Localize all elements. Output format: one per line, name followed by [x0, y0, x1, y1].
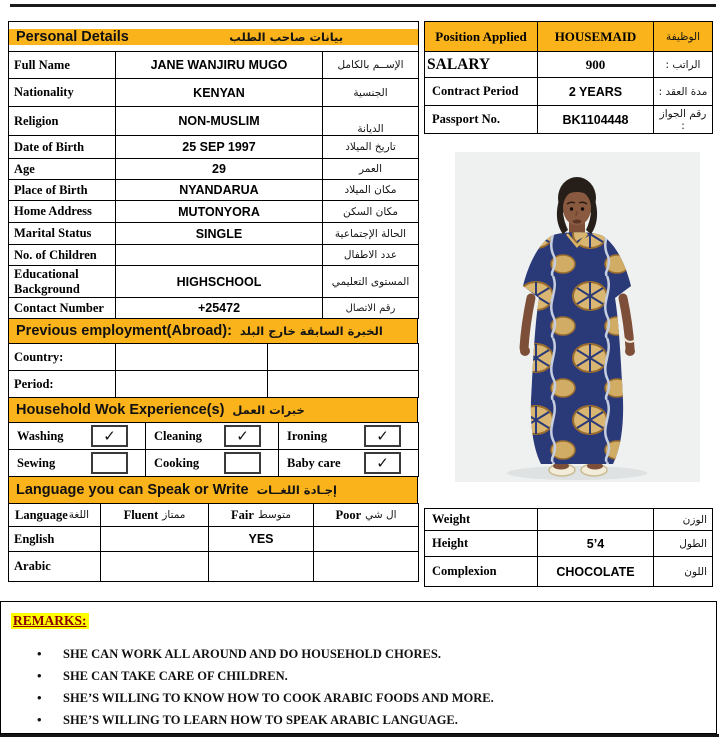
age-row [9, 159, 419, 180]
cooking-label: Cooking [154, 455, 200, 470]
household-experience-table [8, 422, 419, 477]
children-row [9, 245, 419, 266]
period-value-1 [116, 371, 268, 398]
complexion-row [425, 557, 713, 587]
physical-attributes-table [424, 508, 713, 587]
language-title: Language you can Speak or Write [16, 482, 249, 498]
passport-label: Passport No. [425, 106, 538, 134]
bottom-rule [0, 734, 719, 737]
place-of-birth-label: Place of Birth [9, 180, 116, 201]
salary-arabic: الراتب : [654, 52, 713, 78]
children-arabic: عدد الاطفال [323, 245, 419, 266]
position-applied-table [424, 21, 713, 134]
education-arabic: المستوى التعليمي [323, 266, 419, 298]
place-of-birth-arabic: مكان الميلاد [323, 180, 419, 201]
position-applied-arabic: الوظيفة [654, 22, 713, 52]
home-address-label: Home Address [9, 201, 116, 223]
full-name-label: Full Name [9, 52, 116, 79]
washing-cell [9, 423, 146, 450]
poor-column-header-ar: ال شي [365, 509, 397, 521]
salary-label: SALARY [425, 52, 538, 78]
weight-row [425, 509, 713, 531]
language-header [8, 476, 418, 504]
country-label: Country: [9, 344, 116, 371]
arabic-poor-value [314, 552, 419, 582]
baby-care-cell [279, 450, 419, 477]
baby-care-checkbox: ✓ [364, 452, 401, 474]
washing-label: Washing [17, 428, 64, 443]
home-address-arabic: مكان السكن [323, 201, 419, 223]
height-value: 5’4 [538, 531, 654, 557]
weight-arabic: الوزن [654, 509, 713, 531]
height-label: Height [425, 531, 538, 557]
contract-period-row [425, 78, 713, 106]
baby-care-label: Baby care [287, 455, 341, 470]
arabic-fair-value [209, 552, 314, 582]
personal-details-title: Personal Details [16, 28, 129, 45]
religion-value: NON-MUSLIM [116, 107, 323, 136]
arabic-fluent-value [101, 552, 209, 582]
remark-text-1: SHE CAN WORK ALL AROUND AND DO HOUSEHOLD CHORES. [63, 647, 441, 661]
ironing-checkbox: ✓ [364, 425, 401, 447]
marital-status-arabic: الحالة الإجتماعية [323, 223, 419, 245]
home-address-value: MUTONYORA [116, 201, 323, 223]
full-name-row [9, 52, 419, 79]
place-of-birth-value: NYANDARUA [116, 180, 323, 201]
age-value: 29 [116, 159, 323, 180]
nationality-arabic: الجنسية [323, 79, 419, 107]
marital-status-value: SINGLE [116, 223, 323, 245]
contact-arabic: رقم الاتصال [323, 298, 419, 319]
passport-arabic: رقم الجواز : [654, 106, 713, 134]
language-column-header [9, 504, 101, 527]
remark-item [37, 709, 716, 731]
fair-column-header-en: Fair [231, 507, 254, 522]
language-title-arabic: إجـادة اللغــات [256, 483, 337, 497]
fair-column-header-ar: متوسط [257, 509, 291, 521]
remarks-title: REMARKS: [13, 613, 87, 628]
washing-checkbox: ✓ [91, 425, 128, 447]
home-address-row [9, 201, 419, 223]
children-label: No. of Children [9, 245, 116, 266]
date-of-birth-arabic: تاريخ الميلاد [323, 136, 419, 159]
age-arabic: العمر [323, 159, 419, 180]
religion-label: Religion [9, 107, 116, 136]
height-arabic: الطول [654, 531, 713, 557]
english-poor-value [314, 527, 419, 552]
previous-employment-title: Previous employment(Abroad): [16, 323, 232, 339]
full-name-arabic: الإســم بالكامل [323, 52, 419, 79]
top-rule [10, 4, 716, 7]
contract-period-value: 2 YEARS [538, 78, 654, 106]
cleaning-cell [146, 423, 279, 450]
age-label: Age [9, 159, 116, 180]
fluent-column-header-en: Fluent [123, 507, 159, 522]
height-row [425, 531, 713, 557]
contract-period-label: Contract Period [425, 78, 538, 106]
position-applied-row [425, 22, 713, 52]
personal-details-header [9, 22, 419, 52]
contact-row [9, 298, 419, 319]
remark-text-4: SHE’S WILLING TO LEARN HOW TO SPEAK ARABIC LANGUAGE. [63, 713, 458, 727]
household-experience-title: Household Wok Experience(s) [16, 402, 225, 418]
place-of-birth-row [9, 180, 419, 201]
complexion-label: Complexion [425, 557, 538, 587]
country-value-1 [116, 344, 268, 371]
date-of-birth-label: Date of Birth [9, 136, 116, 159]
remark-item [37, 687, 716, 709]
previous-employment-header [8, 318, 418, 344]
salary-row [425, 52, 713, 78]
weight-value [538, 509, 654, 531]
personal-details-table [8, 21, 419, 319]
ironing-cell [279, 423, 419, 450]
complexion-value: CHOCOLATE [538, 557, 654, 587]
language-column-header-en: Language [15, 507, 68, 522]
date-of-birth-row [9, 136, 419, 159]
personal-details-title-arabic: بيانات صاحب الطلب [229, 29, 344, 44]
english-row [9, 527, 419, 552]
nationality-row [9, 79, 419, 107]
remark-item [37, 643, 716, 665]
children-value [116, 245, 323, 266]
sewing-cell [9, 450, 146, 477]
education-label: Educational Background [9, 266, 116, 298]
language-column-header-ar: اللغة [68, 509, 90, 521]
marital-status-label: Marital Status [9, 223, 116, 245]
contract-period-arabic: مدة العقد : [654, 78, 713, 106]
remark-item [37, 665, 716, 687]
cleaning-checkbox: ✓ [224, 425, 261, 447]
date-of-birth-value: 25 SEP 1997 [116, 136, 323, 159]
position-applied-label: Position Applied [425, 22, 538, 52]
religion-row [9, 107, 419, 136]
weight-label: Weight [425, 509, 538, 531]
contact-label: Contact Number [9, 298, 116, 319]
english-fair-value: YES [209, 527, 314, 552]
previous-employment-table [8, 343, 419, 398]
language-table [8, 503, 419, 582]
poor-column-header [314, 504, 419, 527]
ironing-label: Ironing [287, 428, 328, 443]
english-fluent-value [101, 527, 209, 552]
english-label: English [9, 527, 101, 552]
fluent-column-header [101, 504, 209, 527]
previous-employment-title-arabic: الخبرة السابقة خارج البلد [239, 324, 383, 338]
sewing-label: Sewing [17, 455, 56, 470]
religion-arabic: الديانة [323, 107, 419, 136]
country-value-2 [268, 344, 419, 371]
marital-status-row [9, 223, 419, 245]
remarks-section [0, 601, 717, 734]
arabic-label: Arabic [9, 552, 101, 582]
left-column [8, 21, 418, 582]
passport-row [425, 106, 713, 134]
remark-text-3: SHE’S WILLING TO KNOW HOW TO COOK ARABIC FOODS AND MORE. [63, 691, 494, 705]
contact-value: +25472 [116, 298, 323, 319]
remark-text-2: SHE CAN TAKE CARE OF CHILDREN. [63, 669, 288, 683]
cleaning-label: Cleaning [154, 428, 202, 443]
language-table-header-row [9, 504, 419, 527]
period-value-2 [268, 371, 419, 398]
period-label: Period: [9, 371, 116, 398]
passport-value: BK1104448 [538, 106, 654, 134]
cooking-checkbox [224, 452, 261, 474]
nationality-label: Nationality [9, 79, 116, 107]
education-value: HIGHSCHOOL [116, 266, 323, 298]
applicant-photo [455, 152, 700, 482]
period-row [9, 371, 419, 398]
complexion-arabic: اللون [654, 557, 713, 587]
sewing-checkbox [91, 452, 128, 474]
household-experience-title-arabic: خبرات العمل [232, 403, 305, 417]
household-experience-header [8, 397, 418, 423]
salary-value: 900 [538, 52, 654, 78]
fluent-column-header-ar: ممتاز [162, 509, 186, 521]
country-row [9, 344, 419, 371]
nationality-value: KENYAN [116, 79, 323, 107]
position-applied-value: HOUSEMAID [538, 22, 654, 52]
full-name-value: JANE WANJIRU MUGO [116, 52, 323, 79]
arabic-row [9, 552, 419, 582]
fair-column-header [209, 504, 314, 527]
education-row [9, 266, 419, 298]
remarks-list [37, 643, 716, 731]
cooking-cell [146, 450, 279, 477]
poor-column-header-en: Poor [335, 507, 362, 522]
